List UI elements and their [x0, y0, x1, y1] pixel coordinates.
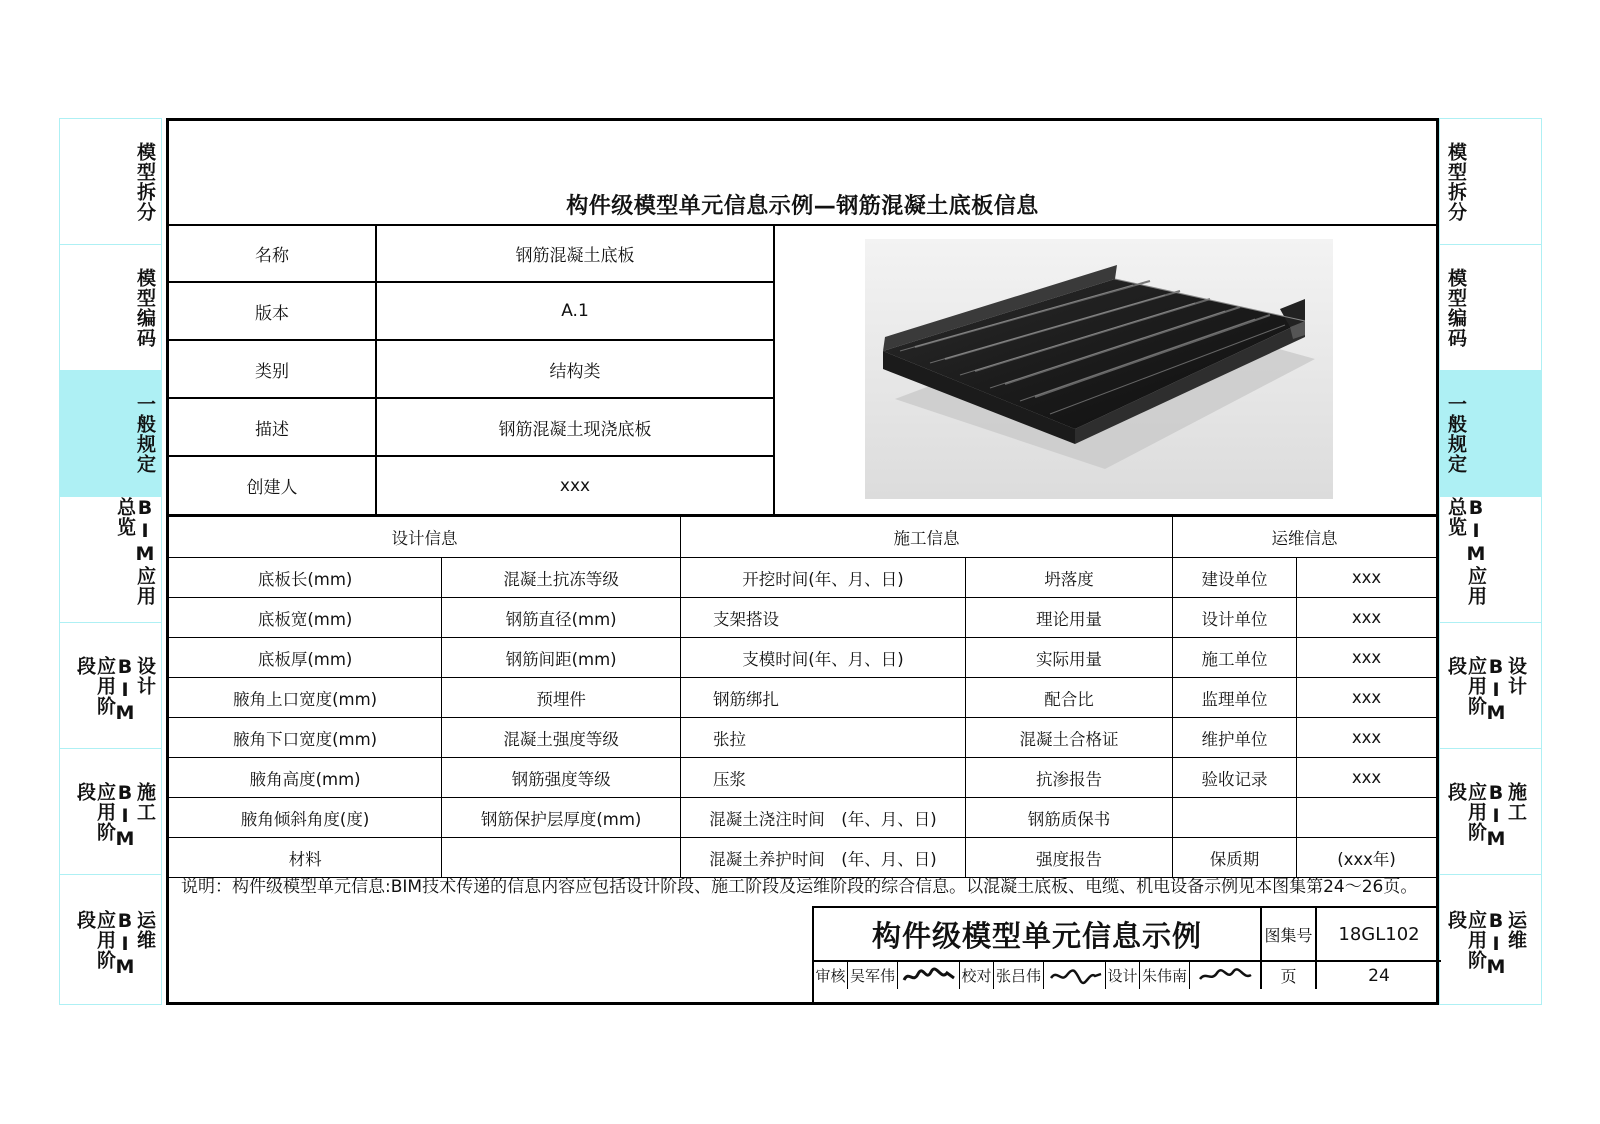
- tab-operation-bim[interactable]: [1440, 875, 1541, 1004]
- table-row: [169, 758, 1436, 798]
- tab-label: 设计BIM应用阶段: [74, 655, 156, 725]
- table-cell: [442, 838, 681, 878]
- tab-label: 施工BIM应用阶段: [74, 781, 156, 851]
- table-cell: (xxx年): [1297, 838, 1436, 878]
- table-cell: 抗渗报告: [965, 758, 1172, 798]
- tab-design-bim[interactable]: [1440, 623, 1541, 749]
- table-cell: 建设单位: [1173, 558, 1297, 598]
- table-cell: 混凝土养护时间 (年、月、日): [681, 838, 966, 878]
- tab-label: 模型编码: [1445, 267, 1467, 348]
- table-cell: xxx: [1297, 598, 1436, 638]
- table-cell: 实际用量: [965, 638, 1172, 678]
- table-cell: 钢筋强度等级: [442, 758, 681, 798]
- table-cell: 混凝土合格证: [965, 718, 1172, 758]
- tab-operation-bim[interactable]: [60, 875, 161, 1004]
- rebar-slab-illustration: [865, 239, 1333, 499]
- tab-label: BIM应用总览: [114, 497, 156, 606]
- table-cell: 腋角上口宽度(mm): [169, 678, 442, 718]
- tab-label: 运维BIM应用阶段: [74, 909, 156, 979]
- table-cell: 配合比: [965, 678, 1172, 718]
- atlas-label: 图集号: [1262, 908, 1317, 962]
- table-cell: 钢筋绑扎: [681, 678, 966, 718]
- explanatory-note: 说明：构件级模型单元信息:BIM技术传递的信息内容应包括设计阶段、施工阶段及运维阶段的综合信息。以混凝土底板、电缆、机电设备示例见本图集第24～26页。: [181, 877, 1418, 897]
- table-cell: 预埋件: [442, 678, 681, 718]
- table-cell: 开挖时间(年、月、日): [681, 558, 966, 598]
- section-header-row: [169, 517, 1436, 558]
- table-cell: 强度报告: [965, 838, 1172, 878]
- drawing-name: 构件级模型单元信息示例: [814, 908, 1262, 962]
- table-cell: 钢筋直径(mm): [442, 598, 681, 638]
- tab-label: 模型拆分: [134, 141, 156, 222]
- table-row: [169, 798, 1436, 838]
- title-block: [812, 906, 1439, 1002]
- table-cell: [1297, 798, 1436, 838]
- design-label: 设计: [1106, 962, 1140, 989]
- table-cell: 监理单位: [1173, 678, 1297, 718]
- info-value: A.1: [377, 283, 775, 339]
- tab-construction-bim[interactable]: [60, 749, 161, 875]
- component-info-table: [169, 516, 1436, 878]
- designer-name: 朱伟南: [1140, 962, 1190, 989]
- signature-icon: [1047, 966, 1103, 986]
- tab-bim-overview[interactable]: [60, 497, 161, 623]
- table-cell: 维护单位: [1173, 718, 1297, 758]
- info-row: [169, 457, 775, 514]
- tab-model-split[interactable]: [1440, 119, 1541, 245]
- table-cell: 腋角倾斜角度(度): [169, 798, 442, 838]
- tab-model-coding[interactable]: [60, 245, 161, 371]
- tab-general-rules[interactable]: [1440, 371, 1541, 497]
- table-cell: 底板厚(mm): [169, 638, 442, 678]
- atlas-number: 18GL102: [1317, 908, 1441, 962]
- check-label: 校对: [960, 962, 994, 989]
- checker-name: 张吕伟: [994, 962, 1044, 989]
- designer-signature: [1190, 962, 1262, 989]
- info-row: [169, 399, 775, 457]
- tab-label: 一般规定: [1445, 393, 1467, 474]
- tab-model-coding[interactable]: [1440, 245, 1541, 371]
- table-cell: 混凝土强度等级: [442, 718, 681, 758]
- table-cell: 支架搭设: [681, 598, 966, 638]
- info-key: 类别: [169, 341, 377, 397]
- tab-general-rules[interactable]: [60, 371, 161, 497]
- sheet-title: 构件级模型单元信息示例—钢筋混凝土底板信息: [169, 121, 1436, 226]
- rebar-slab-render: [865, 239, 1333, 499]
- tab-label: 一般规定: [134, 393, 156, 474]
- table-cell: [1173, 798, 1297, 838]
- info-value: 结构类: [377, 341, 775, 397]
- tab-bim-overview[interactable]: [1440, 497, 1541, 623]
- table-cell: 底板宽(mm): [169, 598, 442, 638]
- right-chapter-tabs: [1439, 118, 1542, 1005]
- tab-model-split[interactable]: [60, 119, 161, 245]
- tab-label: 模型编码: [134, 267, 156, 348]
- review-label: 审核: [814, 962, 848, 989]
- drawing-sheet: [166, 118, 1439, 1005]
- table-row: [169, 598, 1436, 638]
- table-cell: 理论用量: [965, 598, 1172, 638]
- table-row: [169, 558, 1436, 598]
- table-cell: 坍落度: [965, 558, 1172, 598]
- info-value: 钢筋混凝土底板: [377, 226, 775, 281]
- page-number: 24: [1368, 965, 1390, 986]
- table-cell: xxx: [1297, 718, 1436, 758]
- reviewer-name: 吴军伟: [848, 962, 898, 989]
- table-cell: 腋角下口宽度(mm): [169, 718, 442, 758]
- info-row: [169, 283, 775, 341]
- info-key: 描述: [169, 399, 377, 455]
- tab-label: 施工BIM应用阶段: [1445, 781, 1527, 851]
- table-cell: 施工单位: [1173, 638, 1297, 678]
- table-cell: 钢筋间距(mm): [442, 638, 681, 678]
- table-cell: xxx: [1297, 678, 1436, 718]
- left-chapter-tabs: [59, 118, 162, 1005]
- info-row: [169, 226, 775, 283]
- table-row: [169, 678, 1436, 718]
- table-cell: 钢筋保护层厚度(mm): [442, 798, 681, 838]
- design-info-header: 设计信息: [169, 517, 681, 558]
- info-key: 创建人: [169, 457, 377, 514]
- table-cell: 底板长(mm): [169, 558, 442, 598]
- info-row: [169, 341, 775, 399]
- tab-label: 模型拆分: [1445, 141, 1467, 222]
- basic-info-grid: [169, 226, 1436, 516]
- table-cell: 张拉: [681, 718, 966, 758]
- table-cell: 保质期: [1173, 838, 1297, 878]
- table-cell: 验收记录: [1173, 758, 1297, 798]
- table-cell: 混凝土浇注时间 (年、月、日): [681, 798, 966, 838]
- table-cell: 设计单位: [1173, 598, 1297, 638]
- table-cell: xxx: [1297, 638, 1436, 678]
- table-cell: 混凝土抗冻等级: [442, 558, 681, 598]
- table-row: [169, 718, 1436, 758]
- tab-label: 设计BIM应用阶段: [1445, 655, 1527, 725]
- info-key: 版本: [169, 283, 377, 339]
- info-value: xxx: [377, 457, 775, 514]
- table-cell: 压浆: [681, 758, 966, 798]
- table-cell: 支模时间(年、月、日): [681, 638, 966, 678]
- signature-icon: [1195, 966, 1255, 986]
- tab-design-bim[interactable]: [60, 623, 161, 749]
- operation-info-header: 运维信息: [1173, 517, 1436, 558]
- table-row: [169, 638, 1436, 678]
- info-value: 钢筋混凝土现浇底板: [377, 399, 775, 455]
- checker-signature: [1044, 962, 1106, 989]
- signature-icon: [901, 966, 957, 986]
- table-cell: 钢筋质保书: [965, 798, 1172, 838]
- info-key: 名称: [169, 226, 377, 281]
- table-cell: 腋角高度(mm): [169, 758, 442, 798]
- table-cell: xxx: [1297, 558, 1436, 598]
- tab-label: 运维BIM应用阶段: [1445, 909, 1527, 979]
- table-cell: xxx: [1297, 758, 1436, 798]
- reviewer-signature: [898, 962, 960, 989]
- construction-info-header: 施工信息: [681, 517, 1173, 558]
- tab-construction-bim[interactable]: [1440, 749, 1541, 875]
- table-row: [169, 838, 1436, 878]
- page-label: 页: [1262, 962, 1317, 989]
- tab-label: BIM应用总览: [1445, 497, 1487, 606]
- table-cell: 材料: [169, 838, 442, 878]
